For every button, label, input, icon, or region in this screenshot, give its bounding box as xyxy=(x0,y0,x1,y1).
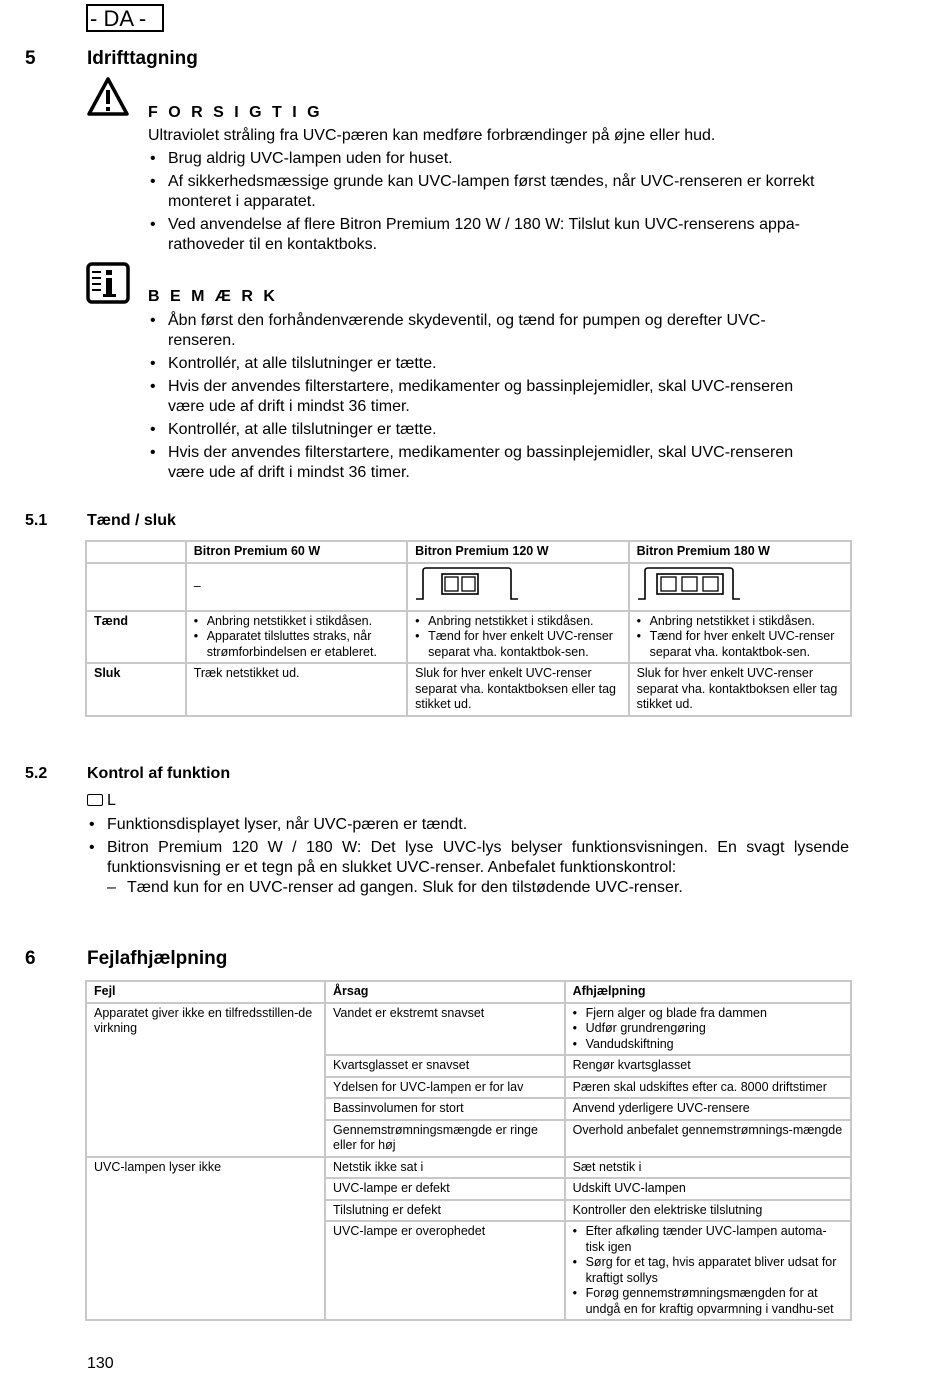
dash-item xyxy=(107,878,849,898)
row-label-taend: Tænd xyxy=(86,611,186,664)
table-header-row xyxy=(86,541,851,563)
remedy-cell: Anvend yderligere UVC-rensere xyxy=(565,1098,851,1120)
row-label-sluk: Sluk xyxy=(86,663,186,716)
table-cell: Sluk for hver enkelt UVC-renser separat vha. kontaktboksen eller tag stikket ud. xyxy=(407,663,628,716)
table-header-cell xyxy=(86,541,186,563)
note-bullet: • Kontrollér, at alle tilslutninger er tætte. xyxy=(148,420,828,440)
cause-cell: Netstik ikke sat i xyxy=(325,1157,565,1179)
remedy-cell: Kontroller den elektriske tilslutning xyxy=(565,1200,851,1222)
table-cell xyxy=(407,563,628,611)
warning-text: Ultraviolet stråling fra UVC-pæren kan medføre forbrændinger på øjne eller hud. xyxy=(148,127,716,144)
cause-cell: Bassinvolumen for stort xyxy=(325,1098,565,1120)
cause-cell: Tilslutning er defekt xyxy=(325,1200,565,1222)
table-header-cell: Bitron Premium 60 W xyxy=(186,541,407,563)
cause-cell: Kvartsglasset er snavset xyxy=(325,1055,565,1077)
note-title: B E M Æ R K xyxy=(148,288,278,305)
section-5-2-number: 5.2 xyxy=(25,765,48,782)
cell-bullet: • Anbring netstikket i stikdåsen. xyxy=(194,614,400,630)
table-row xyxy=(86,1157,851,1179)
table-header-cell: Afhjælpning xyxy=(565,981,851,1003)
table-row xyxy=(86,611,851,664)
table-row xyxy=(86,563,851,611)
no-switchbox-dash: – xyxy=(193,578,201,593)
remedy-cell: Rengør kvartsglasset xyxy=(565,1055,851,1077)
table-cell xyxy=(186,611,407,664)
two-socket-switchbox-icon xyxy=(415,566,519,602)
table-header-row xyxy=(86,981,851,1003)
function-display-symbol xyxy=(87,792,116,810)
section-6-title: Fejlafhjælpning xyxy=(87,948,228,969)
cause-cell: UVC-lampe er overophedet xyxy=(325,1221,565,1320)
table-row xyxy=(86,1003,851,1056)
cell-bullet: • Fjern alger og blade fra dammen xyxy=(573,1006,844,1022)
troubleshooting-table xyxy=(85,980,852,1321)
cause-cell: Vandet er ekstremt snavset xyxy=(325,1003,565,1056)
warning-list xyxy=(148,149,848,258)
remedy-cell: Sæt netstik i xyxy=(565,1157,851,1179)
cause-cell: UVC-lampe er defekt xyxy=(325,1178,565,1200)
cell-bullet: • Anbring netstikket i stikdåsen. xyxy=(637,614,844,630)
note-bullet: • Hvis der anvendes filterstartere, medikamenter og bassinplejemidler, skal UVC-renseren være ude af drift i mindst 36 timer. xyxy=(148,377,828,417)
cause-cell: Gennemstrømningsmængde er ringe eller for høj xyxy=(325,1120,565,1157)
table-cell: Træk netstikket ud. xyxy=(186,663,407,716)
cell-bullet: • Udfør grundrengøring xyxy=(573,1021,844,1037)
cell-bullet: • Anbring netstikket i stikdåsen. xyxy=(415,614,621,630)
cell-bullet: • Tænd for hver enkelt UVC-renser separat vha. kontaktbok-sen. xyxy=(415,629,621,660)
section-5-title: Idrifttagning xyxy=(87,48,198,69)
dash-marker: – xyxy=(107,879,116,896)
section-5-2-title: Kontrol af funktion xyxy=(87,765,231,782)
page-number: 130 xyxy=(87,1355,114,1372)
fault-cell: UVC-lampen lyser ikke xyxy=(86,1157,325,1321)
warning-bullet: • Brug aldrig UVC-lampen uden for huset. xyxy=(148,149,848,169)
remedy-cell: Overhold anbefalet gennemstrømnings-mængde xyxy=(565,1120,851,1157)
cell-bullet: • Forøg gennemstrømningsmængden for at undgå en for kraftig opvarmning i vandhu-set xyxy=(573,1286,844,1317)
warning-bullet: • Af sikkerhedsmæssige grunde kan UVC-lampen først tændes, når UVC-renseren er korrekt monteret i apparatet. xyxy=(148,172,848,212)
cell-bullet: • Vandudskiftning xyxy=(573,1037,844,1053)
function-bullet: • Funktionsdisplayet lyser, når UVC-pæren er tændt. xyxy=(87,815,849,835)
note-list xyxy=(148,311,828,486)
remedy-cell: Pæren skal udskiftes efter ca. 8000 driftstimer xyxy=(565,1077,851,1099)
three-socket-switchbox-icon xyxy=(637,566,741,602)
language-marker: - DA - xyxy=(86,4,164,32)
function-check-list xyxy=(87,815,849,901)
info-note-icon xyxy=(86,262,130,304)
table-cell xyxy=(407,611,628,664)
section-6-number: 6 xyxy=(25,948,36,969)
note-bullet: • Kontrollér, at alle tilslutninger er tætte. xyxy=(148,354,828,374)
function-bullet xyxy=(87,838,849,898)
cell-bullet: • Sørg for et tag, hvis apparatet bliver udsat for kraftigt sollys xyxy=(573,1255,844,1286)
fault-cell: Apparatet giver ikke en tilfredsstillen-de virkning xyxy=(86,1003,325,1157)
cell-bullet: • Apparatet tilsluttes straks, når strømforbindelsen er etableret. xyxy=(194,629,400,660)
display-symbol-label: L xyxy=(107,792,116,809)
section-5-number: 5 xyxy=(25,48,36,69)
cause-cell: Ydelsen for UVC-lampen er for lav xyxy=(325,1077,565,1099)
dash-item-text: Tænd kun for en UVC-renser ad gangen. Sluk for den tilstødende UVC-renser. xyxy=(127,879,683,896)
table-header-cell: Bitron Premium 120 W xyxy=(407,541,628,563)
remedy-cell xyxy=(565,1003,851,1056)
cell-bullet: • Tænd for hver enkelt UVC-renser separat vha. kontaktbok-sen. xyxy=(637,629,844,660)
note-bullet: • Åbn først den forhåndenværende skydeventil, og tænd for pumpen og derefter UVC-renseren. xyxy=(148,311,828,351)
table-cell xyxy=(186,563,407,611)
warning-bullet: • Ved anvendelse af flere Bitron Premium 120 W / 180 W: Tilslut kun UVC-renserens appa-rathoveder til en kontaktboks. xyxy=(148,215,848,255)
table-header-cell: Bitron Premium 180 W xyxy=(629,541,851,563)
section-5-1-number: 5.1 xyxy=(25,512,48,529)
table-cell: Sluk for hver enkelt UVC-renser separat vha. kontaktboksen eller tag stikket ud. xyxy=(629,663,851,716)
table-header-cell: Fejl xyxy=(86,981,325,1003)
display-lamp-icon xyxy=(87,794,103,806)
note-bullet: • Hvis der anvendes filterstartere, medikamenter og bassinplejemidler, skal UVC-renseren være ude af drift i mindst 36 timer. xyxy=(148,443,828,483)
table-cell xyxy=(629,611,851,664)
cell-bullet: • Efter afkøling tænder UVC-lampen automa-tisk igen xyxy=(573,1224,844,1255)
warning-title: F O R S I G T I G xyxy=(148,104,323,121)
function-bullet-text: Bitron Premium 120 W / 180 W: Det lyse UVC-lys belyser funktionsvisningen. En svagt lysende funktionsvisning er et tegn på en slukket UVC-renser. Anbefalet funktionskontrol: xyxy=(107,839,849,876)
table-header-cell: Årsag xyxy=(325,981,565,1003)
table-cell xyxy=(86,563,186,611)
remedy-cell: Udskift UVC-lampen xyxy=(565,1178,851,1200)
table-cell xyxy=(629,563,851,611)
section-5-1-title: Tænd / sluk xyxy=(87,512,176,529)
warning-triangle-icon xyxy=(86,76,130,118)
table-row xyxy=(86,663,851,716)
remedy-cell xyxy=(565,1221,851,1320)
on-off-table xyxy=(85,540,852,717)
